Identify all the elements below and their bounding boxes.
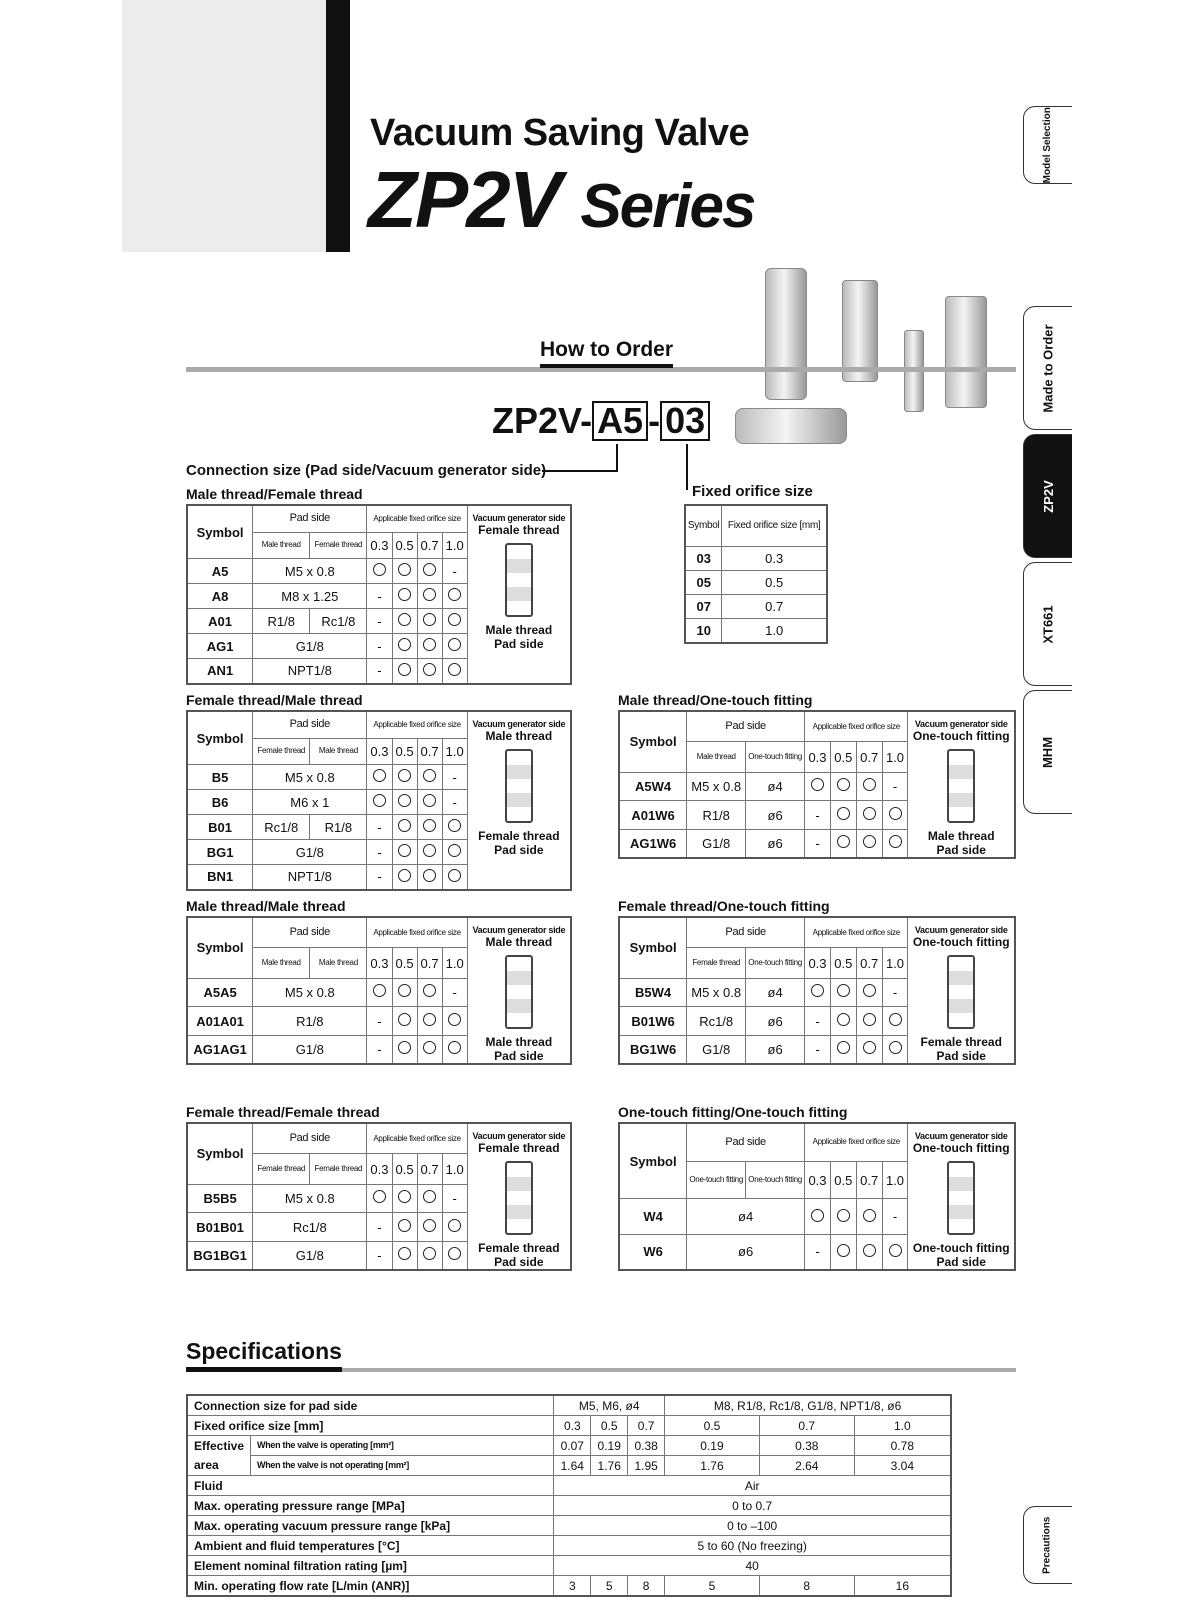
availability-circle — [863, 778, 876, 791]
tab-precautions[interactable]: Precautions — [1023, 1506, 1072, 1584]
table-row: BG1BG1 G1/8 - — [187, 1241, 571, 1270]
availability-circle — [398, 869, 411, 882]
table-row: AG1W6 G1/8 ø6 - — [619, 829, 1015, 858]
specifications-table — [186, 1394, 952, 1597]
table-row: B5W4 M5 x 0.8 ø4 - — [619, 978, 1015, 1007]
table-row: BG1W6 G1/8 ø6 - — [619, 1035, 1015, 1064]
availability-circle — [448, 869, 461, 882]
table-row: A5A5 M5 x 0.8 - — [187, 978, 571, 1007]
availability-circle — [863, 1041, 876, 1054]
table-row: BN1 NPT1/8 - — [187, 865, 571, 890]
table-row: Fixed orifice size [mm] 0.3 0.5 0.7 0.5 0.7 1.0 — [187, 1416, 951, 1436]
availability-circle — [889, 1244, 902, 1257]
availability-circle — [837, 835, 850, 848]
availability-circle — [423, 663, 436, 676]
availability-circle — [448, 1247, 461, 1260]
tab-mhm[interactable]: MHM — [1023, 690, 1072, 814]
table-female-male: Symbol Pad side Applicable fixed orifice size Vacuum generator side Male thread Female thread Pad side Female thread Male thread 0.3 0.5 0.7 1.0 B5 M5 x 0.8 - B6 M6 x 1 - B01 Rc1/8 R1/8 - BG1 G1/8 - BN1 NPT1/8 - — [186, 710, 572, 891]
table-row: 05 0.5 — [685, 571, 827, 595]
table-row: Connection size for pad side M5, M6, ø4 M8, R1/8, Rc1/8, G1/8, NPT1/8, ø6 — [187, 1395, 951, 1416]
availability-circle — [398, 663, 411, 676]
header-black-bar — [326, 0, 350, 252]
header-gray-block — [122, 0, 326, 252]
availability-circle — [373, 984, 386, 997]
availability-circle — [398, 588, 411, 601]
availability-circle — [837, 1041, 850, 1054]
availability-circle — [423, 984, 436, 997]
t2-title: Female thread/Male thread — [186, 692, 363, 708]
t4-title: Female thread/Female thread — [186, 1104, 380, 1120]
availability-circle — [837, 778, 850, 791]
tab-model-selection[interactable]: Model Selection — [1023, 106, 1072, 184]
table-row: 03 0.3 — [685, 547, 827, 571]
availability-circle — [863, 1244, 876, 1257]
table-onetouch-onetouch: Symbol Pad side Applicable fixed orifice size Vacuum generator side One-touch fitting One-touch fitting Pad side One-touch fitting One-touch fitting 0.3 0.5 0.7 1.0 W4 ø4 - W6 ø6 - — [618, 1122, 1016, 1271]
availability-circle — [448, 1013, 461, 1026]
fitting-diagram — [947, 955, 975, 1029]
table-row: B5B5 M5 x 0.8 - — [187, 1184, 571, 1213]
series-title — [368, 155, 755, 244]
availability-circle — [889, 835, 902, 848]
availability-circle — [811, 984, 824, 997]
table-row: AG1 G1/8 - — [187, 634, 571, 659]
table-row: Max. operating vacuum pressure range [kPa] 0 to –100 — [187, 1516, 951, 1536]
table-row: Min. operating flow rate [L/min (ANR)] 3 5 8 5 8 16 — [187, 1576, 951, 1597]
availability-circle — [811, 778, 824, 791]
availability-circle — [448, 613, 461, 626]
table-male-female: Symbol Pad side Applicable fixed orifice size Vacuum generator side Female thread Male thread Pad side Male thread Female thread 0.3 0.5 0.7 1.0 A5 M5 x 0.8 - A8 M8 x 1.25 - A01 R1/8 Rc1/8 - AG1 G1/8 - AN1 NPT1/8 - — [186, 504, 572, 685]
availability-circle — [837, 1209, 850, 1222]
availability-circle — [398, 1247, 411, 1260]
leader-line-conn-h — [542, 470, 618, 472]
availability-circle — [837, 1244, 850, 1257]
availability-circle — [423, 613, 436, 626]
availability-circle — [398, 1041, 411, 1054]
leader-line-conn — [616, 444, 618, 472]
availability-circle — [448, 1219, 461, 1232]
availability-circle — [837, 807, 850, 820]
product-category-title: Vacuum Saving Valve — [370, 112, 750, 154]
availability-circle — [423, 1013, 436, 1026]
leader-line-orifice — [686, 444, 688, 490]
availability-circle — [889, 807, 902, 820]
table-row: Element nominal filtration rating [µm] 40 — [187, 1556, 951, 1576]
connection-size-label: Connection size (Pad side/Vacuum generator side) — [186, 462, 547, 479]
availability-circle — [889, 1041, 902, 1054]
availability-circle — [423, 1219, 436, 1232]
table-row: B01B01 Rc1/8 - — [187, 1213, 571, 1242]
table-female-female: Symbol Pad side Applicable fixed orifice size Vacuum generator side Female thread Female thread Pad side Female thread Female thread 0.3 0.5 0.7 1.0 B5B5 M5 x 0.8 - B01B01 Rc1/8 - BG1BG1 G1/8 - — [186, 1122, 572, 1271]
table-row: BG1 G1/8 - — [187, 840, 571, 865]
table-row: AN1 NPT1/8 - — [187, 659, 571, 684]
availability-circle — [423, 1190, 436, 1203]
t3-title: Male thread/Male thread — [186, 898, 346, 914]
table-row: W6 ø6 - — [619, 1234, 1015, 1270]
table-row: Max. operating pressure range [MPa] 0 to 0.7 — [187, 1496, 951, 1516]
availability-circle — [373, 563, 386, 576]
availability-circle — [448, 1041, 461, 1054]
table-row: B01W6 Rc1/8 ø6 - — [619, 1007, 1015, 1036]
availability-circle — [423, 1247, 436, 1260]
availability-circle — [448, 638, 461, 651]
table-row: 10 1.0 — [685, 619, 827, 644]
availability-circle — [423, 1041, 436, 1054]
availability-circle — [863, 1013, 876, 1026]
product-photo-4 — [945, 296, 987, 408]
order-code-conn: A5 — [592, 401, 648, 441]
availability-circle — [398, 1013, 411, 1026]
table-male-onetouch: Symbol Pad side Applicable fixed orifice size Vacuum generator side One-touch fitting Male thread Pad side Male thread One-touch fitting 0.3 0.5 0.7 1.0 A5W4 M5 x 0.8 ø4 - A01W6 R1/8 ø6 - AG1W6 G1/8 ø6 - — [618, 710, 1016, 859]
product-photo-1 — [765, 268, 807, 400]
fitting-diagram — [505, 749, 533, 823]
specifications-title: Specifications — [186, 1338, 342, 1372]
table-row: W4 ø4 - — [619, 1199, 1015, 1235]
table-row: A8 M8 x 1.25 - — [187, 584, 571, 609]
table-row: Ambient and fluid temperatures [°C] 5 to 60 (No freezing) — [187, 1536, 951, 1556]
tab-zp2v[interactable]: ZP2V — [1023, 434, 1072, 558]
availability-circle — [811, 1209, 824, 1222]
t1-title: Male thread/Female thread — [186, 486, 363, 502]
fitting-diagram — [505, 955, 533, 1029]
availability-circle — [448, 819, 461, 832]
availability-circle — [423, 794, 436, 807]
table-row: Effective When the valve is operating [mm²] 0.07 0.19 0.38 0.19 0.38 0.78 — [187, 1436, 951, 1456]
fitting-diagram — [947, 1161, 975, 1235]
availability-circle — [398, 1190, 411, 1203]
table-row: B6 M6 x 1 - — [187, 790, 571, 815]
availability-circle — [863, 835, 876, 848]
how-to-order-title: How to Order — [540, 338, 673, 368]
availability-circle — [837, 984, 850, 997]
availability-circle — [837, 1013, 850, 1026]
availability-circle — [398, 613, 411, 626]
table-row: AG1AG1 G1/8 - — [187, 1035, 571, 1064]
table-row: B01 Rc1/8 R1/8 - — [187, 815, 571, 840]
fitting-diagram — [505, 543, 533, 617]
availability-circle — [423, 563, 436, 576]
table-row: Fluid Air — [187, 1476, 951, 1496]
availability-circle — [863, 1209, 876, 1222]
model-name: ZP2V — [368, 155, 561, 244]
availability-circle — [373, 769, 386, 782]
availability-circle — [398, 794, 411, 807]
tab-xt661[interactable]: XT661 — [1023, 562, 1072, 686]
table-row: A5W4 M5 x 0.8 ø4 - — [619, 772, 1015, 801]
availability-circle — [373, 794, 386, 807]
availability-circle — [398, 638, 411, 651]
order-code: ZP2V- A5 - 03 — [492, 400, 710, 442]
series-label: Series — [580, 172, 755, 241]
table-row: A5 M5 x 0.8 - — [187, 559, 571, 584]
availability-circle — [448, 588, 461, 601]
availability-circle — [448, 844, 461, 857]
t7-title: One-touch fitting/One-touch fitting — [618, 1104, 848, 1120]
fitting-diagram — [947, 749, 975, 823]
availability-circle — [423, 819, 436, 832]
table-row: area When the valve is not operating [mm²] 1.64 1.76 1.95 1.76 2.64 3.04 — [187, 1456, 951, 1476]
orifice-table: Symbol Fixed orifice size [mm] 03 0.3 05 0.5 07 0.7 10 1.0 — [684, 504, 828, 644]
order-code-orifice: 03 — [660, 401, 710, 441]
availability-circle — [373, 1190, 386, 1203]
table-row: A01 R1/8 Rc1/8 - — [187, 609, 571, 634]
availability-circle — [863, 984, 876, 997]
table-row: A01A01 R1/8 - — [187, 1007, 571, 1036]
availability-circle — [863, 807, 876, 820]
order-prefix: ZP2V — [492, 400, 581, 441]
availability-circle — [423, 844, 436, 857]
availability-circle — [398, 844, 411, 857]
availability-circle — [398, 984, 411, 997]
fitting-diagram — [505, 1161, 533, 1235]
fixed-orifice-label: Fixed orifice size — [692, 483, 813, 500]
availability-circle — [423, 869, 436, 882]
availability-circle — [423, 769, 436, 782]
availability-circle — [423, 638, 436, 651]
table-female-onetouch: Symbol Pad side Applicable fixed orifice size Vacuum generator side One-touch fitting Female thread Pad side Female thread One-touch fitting 0.3 0.5 0.7 1.0 B5W4 M5 x 0.8 ø4 - B01W6 Rc1/8 ø6 - BG1W6 G1/8 ø6 - — [618, 916, 1016, 1065]
table-row: 07 0.7 — [685, 595, 827, 619]
t6-title: Female thread/One-touch fitting — [618, 898, 830, 914]
availability-circle — [398, 769, 411, 782]
availability-circle — [448, 663, 461, 676]
table-row: B5 M5 x 0.8 - — [187, 765, 571, 790]
product-photo-5 — [735, 408, 847, 444]
availability-circle — [398, 563, 411, 576]
t5-title: Male thread/One-touch fitting — [618, 692, 813, 708]
table-male-male: Symbol Pad side Applicable fixed orifice size Vacuum generator side Male thread Male thread Pad side Male thread Male thread 0.3 0.5 0.7 1.0 A5A5 M5 x 0.8 - A01A01 R1/8 - AG1AG1 G1/8 - — [186, 916, 572, 1065]
availability-circle — [889, 1013, 902, 1026]
availability-circle — [398, 819, 411, 832]
availability-circle — [398, 1219, 411, 1232]
availability-circle — [423, 588, 436, 601]
tab-made-to-order[interactable]: Made to Order — [1023, 306, 1072, 430]
table-row: A01W6 R1/8 ø6 - — [619, 801, 1015, 830]
